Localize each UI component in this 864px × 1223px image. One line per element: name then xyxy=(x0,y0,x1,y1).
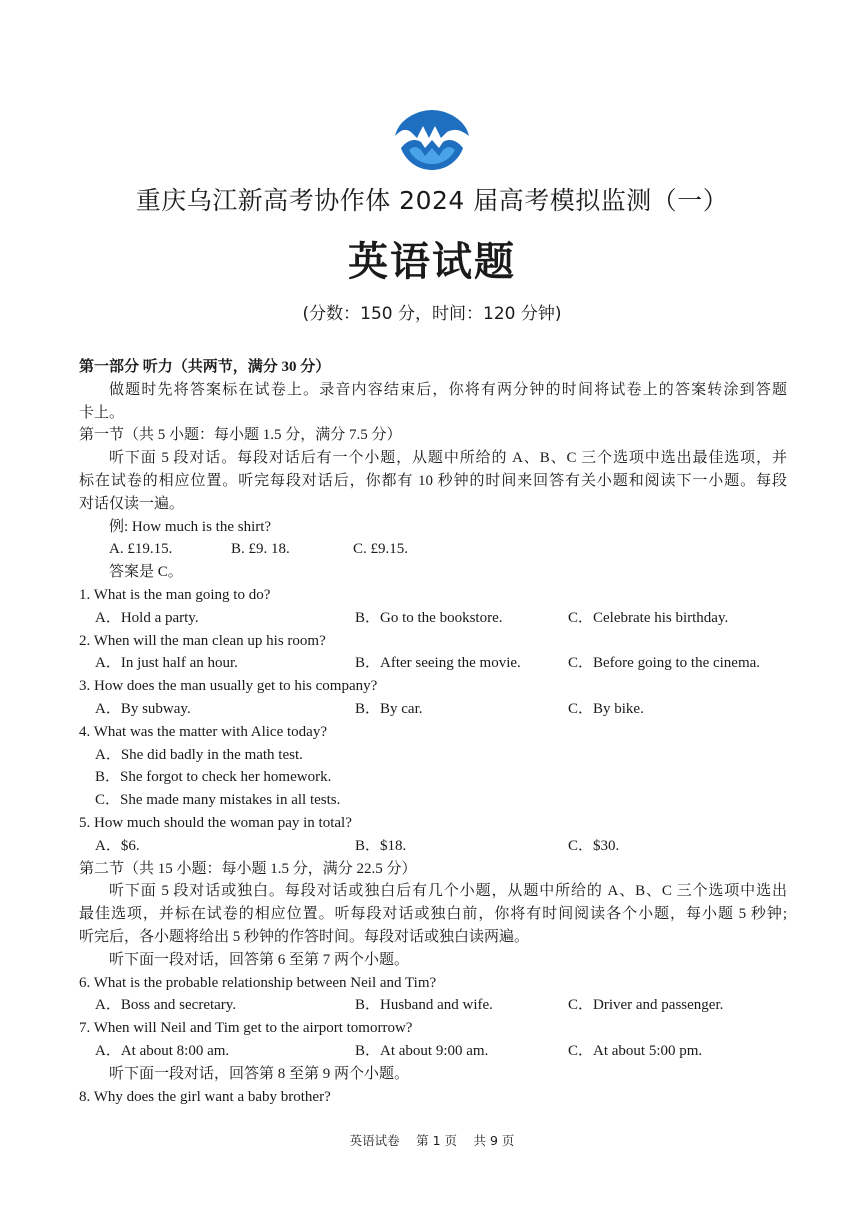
question-5-options xyxy=(79,835,787,858)
section2-heading: 第二节（共 15 小题：每小题 1.5 分，满分 22.5 分） xyxy=(79,860,417,877)
option-c: C．At about 5:00 pm. xyxy=(568,1042,703,1059)
question-8: 8. Why does the girl want a baby brother? xyxy=(79,1088,331,1105)
part1-heading: 第一部分 听力（共两节，满分 30 分） xyxy=(79,359,331,375)
question-4-option-a xyxy=(79,744,787,767)
part1-instruction-line: 做题时先将答案标在试卷上。录音内容结束后，你将有两分钟的时间将试卷上的答案转涂到答题 xyxy=(109,381,787,398)
option-b: B．Go to the bookstore. xyxy=(355,609,503,626)
option-c: C．By bike. xyxy=(568,700,644,717)
section1-instruction-line: 标在试卷的相应位置。听完每段对话后，你都有 10 秒钟的时间来回答有关小题和阅读下一小题。每段 xyxy=(79,472,787,489)
question-7-options xyxy=(79,1040,787,1063)
option-c: C．Before going to the cinema. xyxy=(568,655,761,672)
section1-instruction-line: 对话仅读一遍。 xyxy=(79,495,185,512)
option-a: A．Hold a party. xyxy=(95,609,199,626)
question-4: 4. What was the matter with Alice today? xyxy=(79,723,327,740)
dialog-instruction: 听下面一段对话，回答第 8 至第 9 两个小题。 xyxy=(109,1065,410,1082)
option-b: B．Husband and wife. xyxy=(355,997,493,1014)
example-option-a: A. £19.15. xyxy=(109,541,173,558)
example-option-b: B. £9. 18. xyxy=(231,541,290,558)
section2-instruction-line: 听完后，各小题将给出 5 秒钟的作答时间。每段对话或独白读两遍。 xyxy=(79,928,530,945)
question-3: 3. How does the man usually get to his company? xyxy=(79,678,378,695)
section2-instruction-line: 听下面 5 段对话或独白。每段对话或独白后有几个小题，从题中所给的 A、B、C 三个选项中选出 xyxy=(109,883,787,900)
question-5: 5. How much should the woman pay in total? xyxy=(79,814,352,831)
question-6-options xyxy=(79,994,787,1017)
option-c: C．Celebrate his birthday. xyxy=(568,609,729,626)
dialog-instruction: 听下面一段对话，回答第 6 至第 7 两个小题。 xyxy=(109,951,410,968)
option-c: C．$30. xyxy=(568,837,620,854)
example-question: 例: How much is the shirt? xyxy=(109,518,272,535)
subject-title: 英语试题 xyxy=(348,239,516,285)
section2-instruction-line: 最佳选项，并标在试卷的相应位置。听每段对话或独白前，你将有时间阅读各个小题，每小题 5 秒钟; xyxy=(79,906,787,923)
question-3-options xyxy=(79,698,787,721)
question-7: 7. When will Neil and Tim get to the airport tomorrow? xyxy=(79,1020,413,1037)
question-1: 1. What is the man going to do? xyxy=(79,586,271,603)
part1-instruction-line: 卡上。 xyxy=(79,404,125,421)
example-option-c: C. £9.15. xyxy=(353,541,409,558)
question-1-options xyxy=(79,607,787,630)
example-answer: 答案是 C。 xyxy=(109,564,183,581)
question-2-options xyxy=(79,652,787,675)
exam-content xyxy=(79,356,787,1108)
option-a: A．At about 8:00 am. xyxy=(95,1042,230,1059)
logo-icon xyxy=(389,108,475,172)
question-6: 6. What is the probable relationship between Neil and Tim? xyxy=(79,974,437,991)
option-c: C．Driver and passenger. xyxy=(568,997,724,1014)
option-b: B．After seeing the movie. xyxy=(355,655,521,672)
example-options xyxy=(79,538,787,561)
option-b: B．By car. xyxy=(355,700,423,717)
option-c: C．She made many mistakes in all tests. xyxy=(95,792,341,809)
section1-instruction-line: 听下面 5 段对话。每段对话后有一个小题，从题中所给的 A、B、C 三个选项中选出最佳选项，并 xyxy=(109,450,787,467)
question-4-option-b xyxy=(79,766,787,789)
option-a: A．Boss and secretary. xyxy=(95,997,237,1014)
option-b: B．At about 9:00 am. xyxy=(355,1042,489,1059)
question-2: 2. When will the man clean up his room? xyxy=(79,632,326,649)
question-4-option-c xyxy=(79,789,787,812)
option-b: B．$18. xyxy=(355,837,407,854)
option-b: B．She forgot to check her homework. xyxy=(95,769,332,786)
option-a: A．$6. xyxy=(95,837,140,854)
score-time: (分数：150 分，时间：120 分钟) xyxy=(302,304,562,324)
exam-title: 重庆乌江新高考协作体 2024 届高考模拟监测（一） xyxy=(135,186,729,215)
option-a: A．She did badly in the math test. xyxy=(95,746,303,763)
section1-heading: 第一节（共 5 小题：每小题 1.5 分，满分 7.5 分） xyxy=(79,427,402,444)
option-a: A．In just half an hour. xyxy=(95,655,238,672)
option-a: A．By subway. xyxy=(95,700,191,717)
page-footer: 英语试卷 第 1 页 共 9 页 xyxy=(349,1133,515,1148)
